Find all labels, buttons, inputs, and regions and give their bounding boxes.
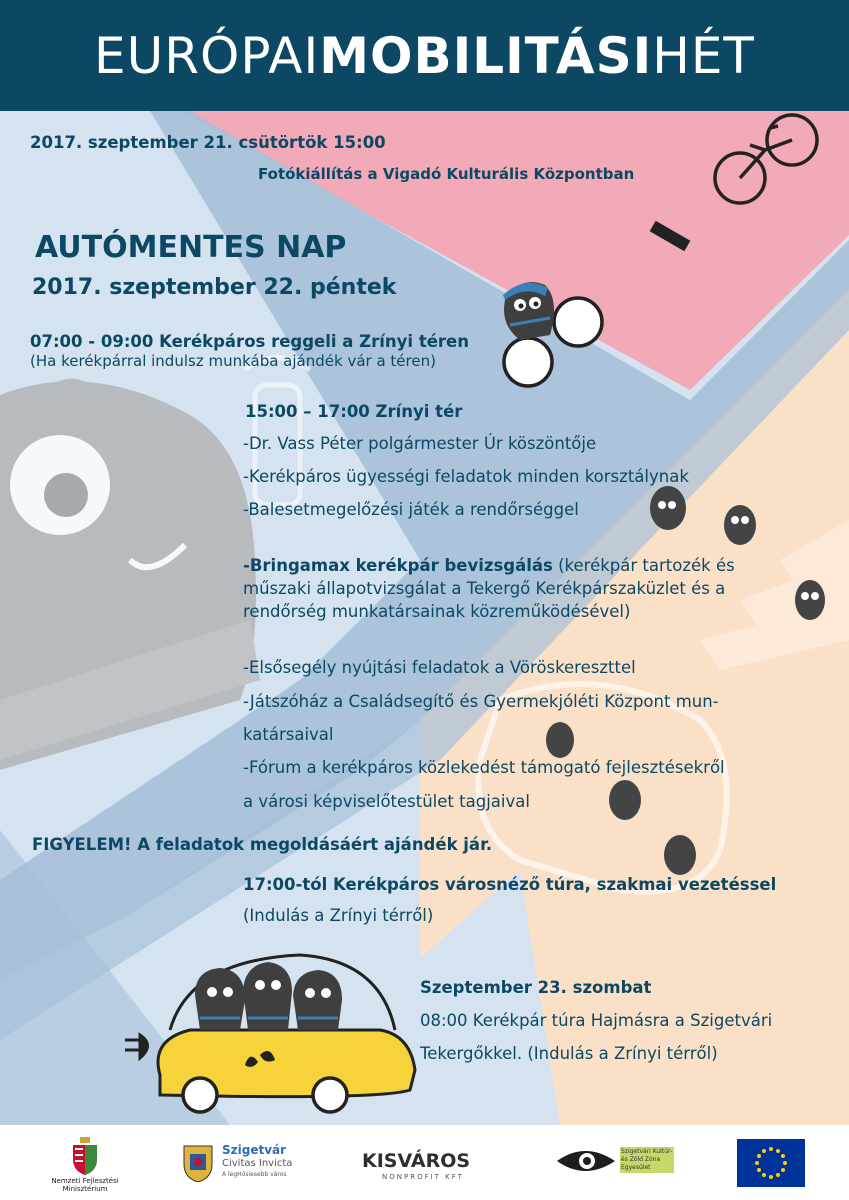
event3-line1: 08:00 Kerékpár túra Hajmásra a Szigetvári <box>420 1011 773 1030</box>
city-name: Szigetvár <box>222 1143 287 1157</box>
afternoon-item-2: -Kerékpáros ügyességi feladatok minden korsztálynak <box>243 467 689 486</box>
hungary-coat-of-arms-icon <box>70 1137 100 1175</box>
event3-line2: Tekergőkkel. (Indulás a Zrínyi térről) <box>420 1044 718 1063</box>
tour-title: 17:00-tól Kerékpáros városnéző túra, szakmai vezetéssel <box>243 875 777 894</box>
afternoon-item-3: -Balesetmegelőzési játék a rendőrséggel <box>243 500 579 519</box>
bringamax-bold: -Bringamax kerékpár bevizsgálás <box>243 556 553 575</box>
header-title-part1: EURÓPAI <box>94 26 320 85</box>
eu-flag-icon <box>737 1139 805 1187</box>
main-date: 2017. szeptember 22. péntek <box>32 275 397 300</box>
kisvaros-subtitle: NONPROFIT KFT <box>382 1173 464 1181</box>
program-item-3: -Fórum a kerékpáros közlekedést támogató fejlesztésekről <box>243 758 725 777</box>
bringamax-line2: műszaki állapotvizsgálat a Tekergő Kerékpárszaküzlet és a <box>243 579 726 598</box>
program-item-1: -Elsősegély nyújtási feladatok a Vöröskereszttel <box>243 658 636 677</box>
program-item-2: -Játszóház a Családsegítő és Gyermekjóléti Központ mun- <box>243 692 719 711</box>
eye-logo-icon <box>555 1145 617 1177</box>
event1-description: Fotókiállítás a Vigadó Kulturális Központban <box>258 165 635 183</box>
afternoon-item-1: -Dr. Vass Péter polgármester Úr köszöntője <box>243 434 597 453</box>
program-item-3-cont: a városi képviselőtestület tagjaival <box>243 792 530 811</box>
bringamax-line1 <box>243 556 735 575</box>
city-subtitle: Civitas Invicta <box>222 1158 293 1169</box>
header-title-part3: HÉT <box>652 26 755 85</box>
ministry-label: Nemzeti Fejlesztési Minisztérium <box>51 1177 119 1193</box>
breakfast-line: 07:00 - 09:00 Kerékpáros reggeli a Zrínyi téren <box>30 332 469 351</box>
tour-note: (Indulás a Zrínyi térről) <box>243 906 434 925</box>
bringamax-rest: (kerékpár tartozék és <box>552 556 735 575</box>
bringamax-line3: rendőrség munkatársainak közreműködésével) <box>243 602 631 621</box>
event1-date: 2017. szeptember 21. csütörtök 15:00 <box>30 133 386 152</box>
program-item-2-cont: katársaival <box>243 725 334 744</box>
footer-logos <box>0 1125 849 1200</box>
breakfast-note: (Ha kerékpárral indulsz munkába ajándék vár a téren) <box>30 352 436 370</box>
event3-date: Szeptember 23. szombat <box>420 978 652 997</box>
city-tagline: A legHősiesebb város <box>222 1171 287 1178</box>
header-title-part2: MOBILITÁSI <box>319 26 653 85</box>
szigetvar-crest-icon <box>180 1140 216 1182</box>
afternoon-title: 15:00 – 17:00 Zrínyi tér <box>245 402 463 421</box>
page-header <box>0 0 849 111</box>
notice: FIGYELEM! A feladatok megoldásáért ajándék jár. <box>32 835 493 854</box>
main-title: AUTÓMENTES NAP <box>35 230 347 265</box>
kisvaros-logo: KISVÁROS <box>362 1150 471 1172</box>
egyesulet-label: Szigetvári Kultúr- és Zöld Zóna Egyesület <box>621 1148 673 1171</box>
